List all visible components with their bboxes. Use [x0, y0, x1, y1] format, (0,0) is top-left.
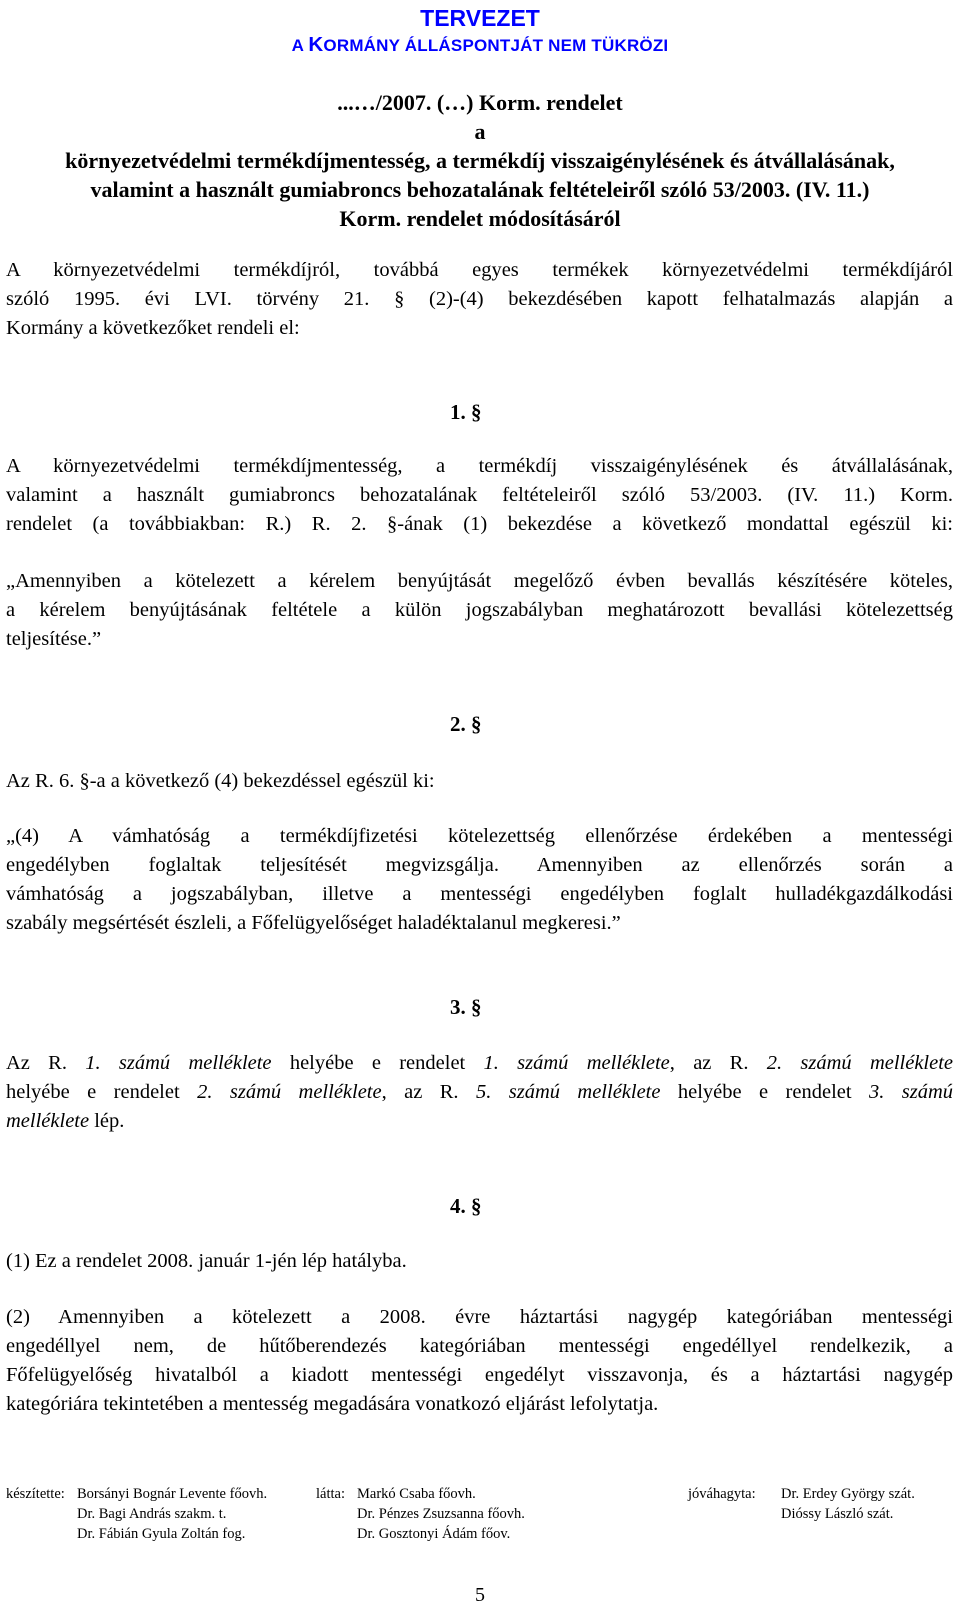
section-4-paragraph-1: (1) Ez a rendelet 2008. január 1-jén lép hatályba.: [6, 1250, 407, 1272]
section-2-paragraph-2: „(4) A vámhatóság a termékdíjfizetési kötelezettség ellenőrzése érdekében a mentességi engedélyben foglaltak teljesítését megvizsgálja. Amennyiben az ellenőrzés során a vámhatóság a jogszabályban, illetve a mentességi engedélyben foglalt hulladékgazdálkodási szabály megsértését észleli, a Főfelügyelőséget haladéktalanul megkeresi.”: [6, 825, 953, 934]
approved-by-2: Dióssy László szát.: [781, 1506, 894, 1522]
title-line: valamint a használt gumiabroncs behozatalának feltételeiről szóló 53/2003. (IV. 11.): [90, 177, 870, 202]
title-line: Korm. rendelet módosításáról: [339, 206, 621, 231]
italic-reference: 3. számú: [868, 1081, 954, 1103]
prepared-by-2: Dr. Bagi András szakm. t.: [77, 1506, 227, 1522]
italic-reference: melléklete: [6, 1110, 90, 1132]
preamble: A környezetvédelmi termékdíjról, továbbá egyes termékek környezetvédelmi termékdíjáról szóló 1995. évi LVI. törvény 21. § (2)-(4) bekezdésében kapott felhatalmazás alapján a Kormány a következőket rendeli el:: [6, 259, 953, 339]
section-heading-4: 4. §: [450, 1194, 482, 1218]
section-2-paragraph-1: Az R. 6. §-a a következő (4) bekezdéssel egészül ki:: [6, 770, 435, 792]
italic-reference: 2. számú melléklete: [766, 1052, 954, 1074]
section-heading-3: 3. §: [450, 995, 482, 1019]
text-segment: lép.: [89, 1110, 125, 1132]
prepared-by-1: Borsányi Bognár Levente főovh.: [77, 1486, 268, 1502]
text-segment: , az R.: [381, 1081, 476, 1103]
rich-line: [6, 1107, 953, 1136]
seen-by-2: Dr. Pénzes Zsuzsanna főovh.: [357, 1506, 525, 1522]
title-line: a: [474, 119, 486, 144]
seen-by-1: Markó Csaba főovh.: [357, 1486, 476, 1502]
approved-label: jóváhagyta:: [688, 1486, 756, 1502]
section-4-paragraph-2: (2) Amennyiben a kötelezett a 2008. évre háztartási nagygép kategóriában mentességi engedéllyel nem, de hűtőberendezés kategóriában mentességi engedéllyel rendelkezik, a Főfelügyelőség hivatalból a kiadott mentességi engedélyt visszavonja, és a háztartási nagygép kategóriára tekintetében a mentesség megadására vonatkozó eljárást lefolytatja.: [6, 1306, 953, 1415]
page-number: 5: [475, 1584, 485, 1606]
section-1-paragraph-1: A környezetvédelmi termékdíjmentesség, a termékdíj visszaigénylésének és átvállalásának, valamint a használt gumiabroncs behozatalának feltételeiről szóló 53/2003. (IV. 11.) Korm. rendelet (a továbbiakban: R.) R. 2. §-ának (1) bekezdése a következő mondattal egészül ki:: [6, 455, 953, 535]
text-segment: helyébe e rendelet: [6, 1081, 198, 1103]
seen-label: látta:: [316, 1486, 345, 1502]
draft-label: TERVEZET: [420, 5, 540, 31]
title-line: ...…/2007. (…) Korm. rendelet: [337, 90, 623, 115]
rich-line: [6, 1078, 953, 1107]
text-segment: , az R.: [669, 1052, 767, 1074]
section-heading-1: 1. §: [450, 400, 482, 424]
italic-reference: 2. számú melléklete: [197, 1081, 382, 1103]
disclaimer-label: A KORMÁNY ÁLLÁSPONTJÁT NEM TÜKRÖZI: [291, 33, 669, 56]
section-heading-2: 2. §: [450, 712, 482, 736]
italic-reference: 5. számú melléklete: [475, 1081, 661, 1103]
prepared-label: készítette:: [6, 1486, 65, 1502]
section-3-paragraph-1: [6, 1049, 953, 1136]
text-segment: helyébe e rendelet: [271, 1052, 484, 1074]
text-segment: Az R.: [6, 1052, 86, 1074]
section-1-paragraph-2: „Amennyiben a kötelezett a kérelem benyújtását megelőző évben bevallás készítésére köteles, a kérelem benyújtásának feltétele a külön jogszabályban meghatározott bevallási kötelezettség teljesítése.”: [6, 570, 953, 650]
italic-reference: 1. számú melléklete: [85, 1052, 272, 1074]
italic-reference: 1. számú melléklete: [483, 1052, 670, 1074]
seen-by-3: Dr. Gosztonyi Ádám főov.: [357, 1526, 511, 1542]
approved-by-1: Dr. Erdey György szát.: [781, 1486, 915, 1502]
rich-line: [6, 1049, 953, 1078]
decree-title: [6, 88, 954, 233]
prepared-by-3: Dr. Fábián Gyula Zoltán fog.: [77, 1526, 246, 1542]
title-line: környezetvédelmi termékdíjmentesség, a termékdíj visszaigénylésének és átvállalásának,: [65, 148, 895, 173]
text-segment: helyébe e rendelet: [660, 1081, 869, 1103]
